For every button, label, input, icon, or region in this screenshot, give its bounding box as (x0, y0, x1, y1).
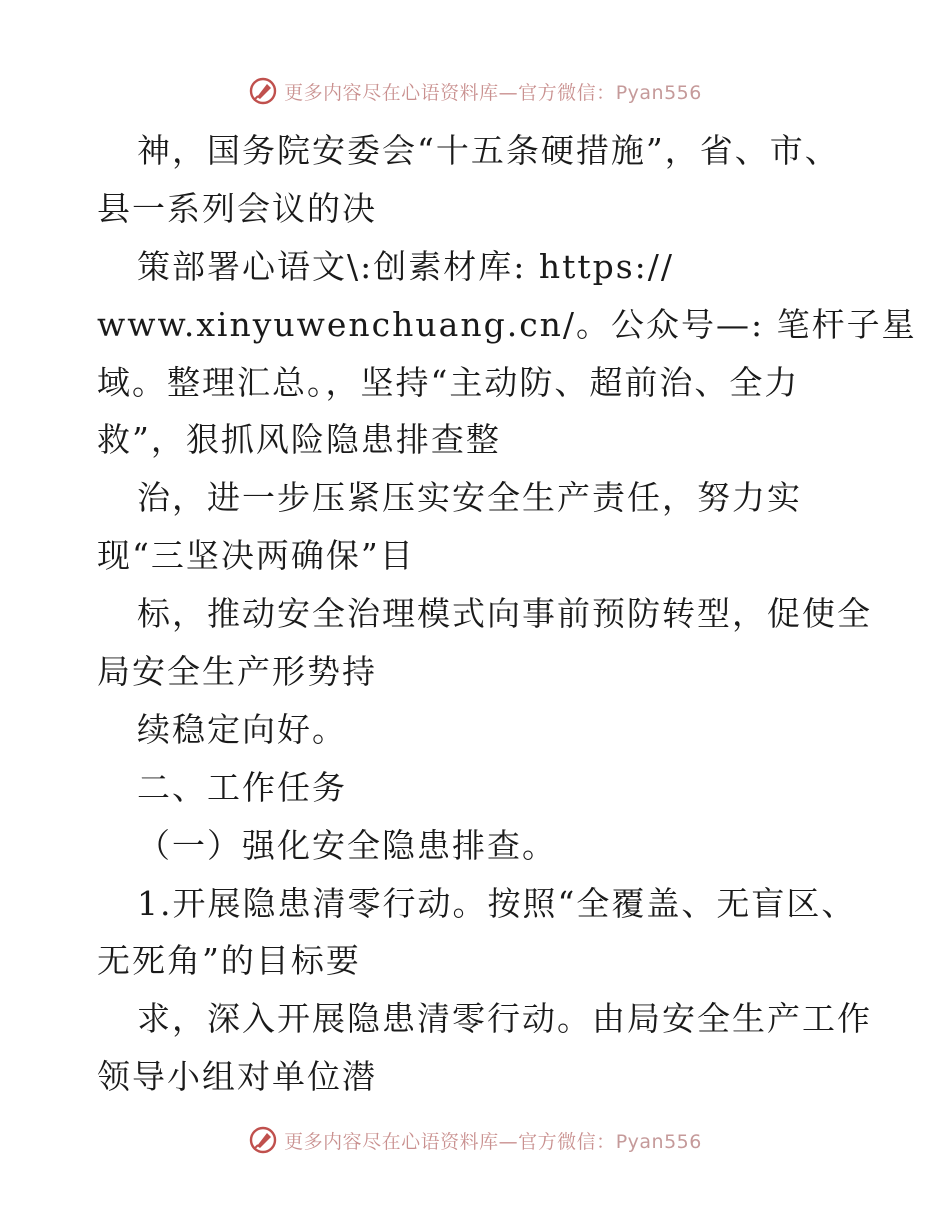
paragraph-line: 救”，狠抓风险隐患排查整 (97, 420, 501, 460)
watermark-contact-id: Pyan556 (615, 1130, 702, 1153)
footer-watermark (0, 1120, 950, 1160)
pen-nib-circle-icon (248, 1125, 278, 1155)
paragraph-line: （一）强化安全隐患排查。 (137, 825, 557, 865)
paragraph-line: 治，进一步压紧压实安全生产责任，努力实 (137, 478, 802, 518)
paragraph-line: 神，国务院安委会“十五条硬措施”，省、市、 (137, 131, 840, 170)
paragraph-line: 续稳定向好。 (137, 709, 347, 749)
paragraph-line: 1.开展隐患清零行动。按照“全覆盖、无盲区、 (137, 883, 857, 923)
document-body (97, 122, 917, 1106)
paragraph-line: www.xinyuwenchuang.cn/。公众号—: 笔杆子星 (97, 304, 917, 344)
watermark-contact-label: 官方微信： (518, 81, 616, 104)
paragraph-line: 县一系列会议的决 (97, 188, 377, 228)
pen-nib-circle-icon (248, 76, 278, 106)
header-watermark (0, 71, 950, 111)
watermark-main-text: 更多内容尽在心语资料库 (284, 81, 499, 104)
watermark-separator: — (498, 1130, 519, 1153)
paragraph-line: 无死角”的目标要 (97, 941, 361, 981)
watermark-separator: — (498, 81, 519, 104)
watermark-contact-id: Pyan556 (615, 81, 702, 104)
paragraph-line: 领导小组对单位潜 (97, 1057, 377, 1097)
paragraph-line: 策部署心语文\:创素材库: https:// (137, 246, 675, 286)
watermark-main-text: 更多内容尽在心语资料库 (284, 1130, 499, 1153)
paragraph-line: 域。整理汇总。，坚持“主动防、超前治、全力 (97, 362, 800, 402)
paragraph-line: 现“三坚决两确保”目 (97, 536, 415, 576)
watermark-contact-label: 官方微信： (518, 1130, 616, 1153)
paragraph-line: 局安全生产形势持 (97, 652, 377, 692)
paragraph-line: 标，推动安全治理模式向事前预防转型，促使全 (137, 594, 872, 634)
paragraph-line: 二、工作任务 (137, 767, 347, 807)
watermark-text (284, 78, 702, 105)
watermark-text (284, 1127, 702, 1154)
paragraph-line: 求，深入开展隐患清零行动。由局安全生产工作 (137, 999, 872, 1039)
